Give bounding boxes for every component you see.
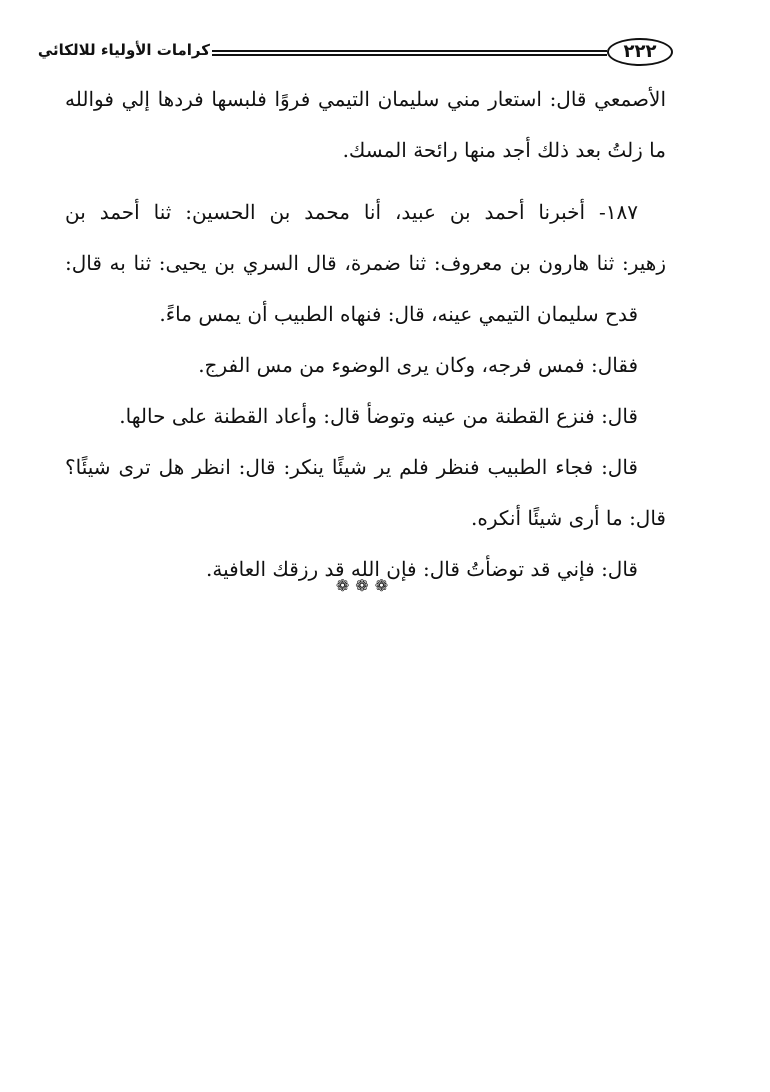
text-line: قدح سليمان التيمي عينه، قال: فنهاه الطبيب أن يمس ماءً. [159, 302, 638, 326]
running-book-title: كرامات الأولياء للالكائي [37, 41, 210, 59]
page-body [65, 74, 666, 595]
text-line: الأصمعي قال: استعار مني سليمان التيمي فروًا فلبسها فردها إلي فوالله [65, 87, 666, 111]
paragraph-gap [65, 176, 666, 187]
text-line: فقال: فمس فرجه، وكان يرى الوضوء من مس الفرج. [198, 353, 638, 377]
header-double-rule [212, 50, 607, 56]
text-line: قال: ما أرى شيئًا أنكره. [471, 506, 666, 530]
text-line: قال: فنزع القطنة من عينه وتوضأ قال: وأعاد القطنة على حالها. [119, 404, 638, 428]
text-line: ١٨٧- أخبرنا أحمد بن عبيد، أنا محمد بن الحسين: ثنا أحمد بن [65, 200, 638, 224]
text-line: زهير: ثنا هارون بن معروف: ثنا ضمرة، قال السري بن يحيى: ثنا به قال: [65, 251, 666, 275]
section-end-ornament: ❁❁❁ [335, 576, 395, 595]
page-number-badge: ٢٢٢ [607, 38, 673, 66]
text-line: قال: فجاء الطبيب فنظر فلم ير شيئًا ينكر: قال: انظر هل ترى شيئًا؟ [65, 455, 638, 479]
text-line: ما زلتُ بعد ذلك أجد منها رائحة المسك. [342, 138, 666, 162]
page-header [37, 34, 673, 68]
text-line: قال: فإني قد توضأتُ قال: فإن الله قد رزقك العافية. [205, 557, 638, 581]
